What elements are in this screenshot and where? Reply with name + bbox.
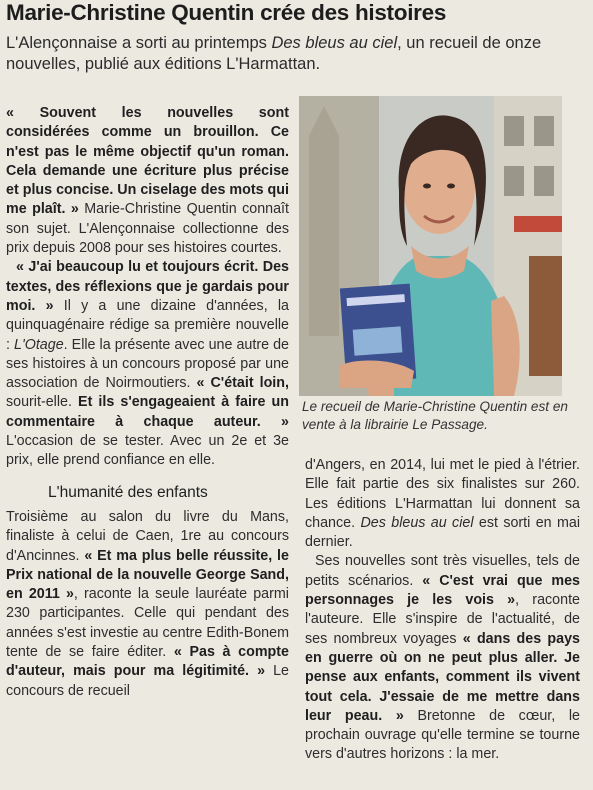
body-text: Bretonne de cœur, le prochain ouvrage qu'elle termine se tourne vers d'autres horizons : la mer. [305, 707, 580, 763]
paragraph [6, 508, 289, 701]
body-text: . Elle la présente avec une autre de ses histoires à un concours proposé par une association de Noirmoutiers. [6, 336, 289, 392]
book-title: Des bleus au ciel [360, 514, 474, 531]
quote: « Pas à compte d'auteur, mais pour ma légitimité. » [6, 644, 289, 680]
body-text: L'occasion de se tester. Avec un 2e et 3e prix, elle prend confiance en elle. [6, 433, 289, 469]
article-subheading: L'humanité des enfants [48, 483, 208, 501]
body-text: Ses nouvelles sont très visuelles, tels de petits scénarios. [305, 553, 580, 589]
paragraph [6, 104, 289, 258]
body-text: , raconte l'auteure. Elle s'inspire de l'actualité, de ses nombreux voyages [305, 592, 580, 647]
author-photo [299, 96, 562, 396]
body-text: sourit-elle. [6, 394, 79, 411]
quote: « dans des pays en guerre où on ne peut plus aller. Je pense aux enfants, comment ils vivent tout cela. J'essaie de me mettre dans leur peau. » [305, 630, 580, 724]
paragraph [305, 456, 580, 552]
body-text: , raconte la seule lauréate parmi 230 participantes. Celle qui pendant des années s'est investie au centre Edith-Bonem tente de se faire éditer. [6, 586, 289, 661]
body-text: est sorti en mai dernier. [305, 514, 581, 551]
lead-text-1: L'Alençonnaise a sorti au printemps [6, 34, 272, 52]
quote: « C'était loin, [196, 375, 289, 392]
quote: « J'ai beaucoup lu et toujours écrit. Des textes, des réflexions que je gardais pour moi. » [6, 259, 289, 314]
quote: « C'est vrai que mes personnages je les vois » [305, 572, 580, 609]
quote: « Et ma plus belle réussite, le Prix national de la nouvelle George Sand, en 2011 » [6, 547, 289, 603]
quote: « Souvent les nouvelles sont considérées comme un brouillon. Ce n'est pas le même objectif qu'un roman. Cela demande une écriture plus précise et plus concise. Un ciselage des mots qui me plaît. » [6, 105, 289, 218]
body-text: Marie-Christine Quentin connaît son sujet. L'Alençonnaise collectionne des prix depuis 2008 pour ses histoires courtes. [6, 201, 289, 257]
story-title: L'Otage [14, 336, 64, 353]
article-lead [6, 33, 586, 75]
article-column-left [6, 104, 289, 701]
body-text: Il y a une dizaine d'années, la quinquagénaire rédige sa première nouvelle : [6, 297, 289, 353]
body-text: Troisième au salon du livre du Mans, finaliste à celui de Caen, 1re au concours d'Ancinnes. [6, 508, 289, 564]
body-text: Le concours de recueil [6, 663, 289, 699]
article-column-right [305, 456, 580, 765]
lead-book-title: Des bleus au ciel [271, 34, 398, 52]
lead-text-2: , un recueil de onze nouvelles, publié aux éditions L'Harmattan. [6, 34, 542, 73]
paragraph [6, 258, 289, 470]
article-headline: Marie-Christine Quentin crée des histoires [6, 0, 447, 25]
paragraph [305, 552, 580, 764]
author-photo-illustration [299, 96, 562, 396]
photo-caption: Le recueil de Marie-Christine Quentin est en vente à la librairie Le Passage. [302, 399, 568, 432]
quote: Et ils s'engageaient à faire un commentaire à chaque auteur. » [6, 394, 289, 430]
body-text: d'Angers, en 2014, lui met le pied à l'étrier. Elle fait partie des six finalistes sur 260. Les éditions L'Harmattan lui donnent sa chance. [305, 457, 580, 531]
